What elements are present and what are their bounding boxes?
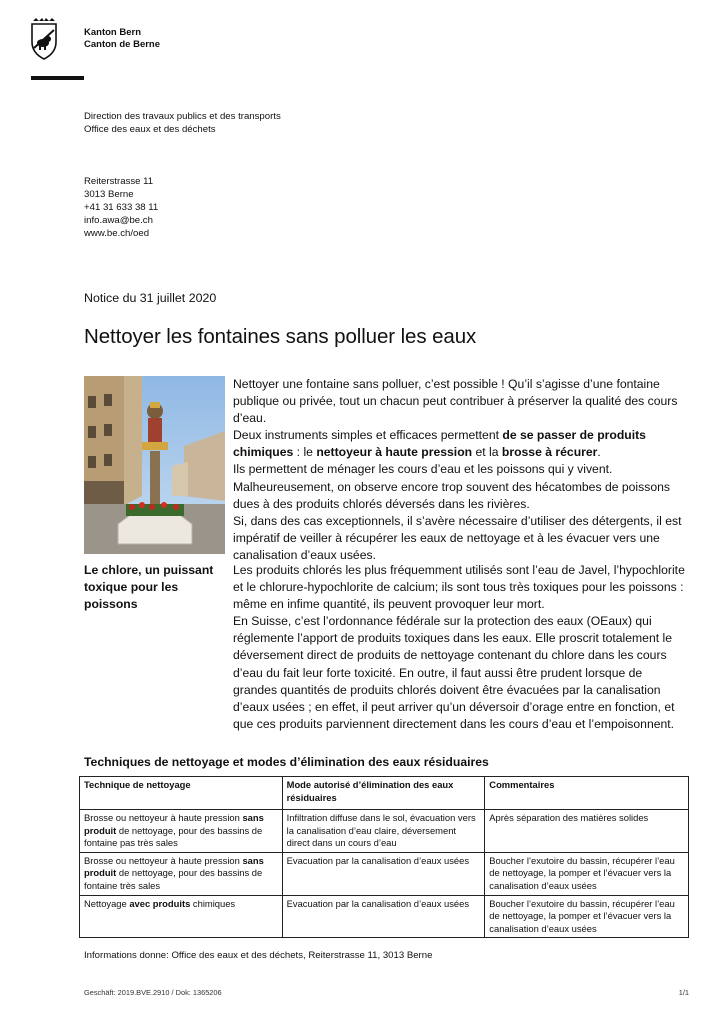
header-rule — [31, 76, 84, 80]
table-row — [80, 852, 689, 895]
header-mode: Mode autorisé d’élimination des eaux résiduaires — [282, 777, 485, 810]
address-city: 3013 Berne — [84, 189, 134, 200]
detergent-paragraph: Si, dans des cas exceptionnels, il s’avère nécessaire d’utiliser des détergents, il est impératif de veiller à récupérer les eaux de nettoyage et à les évacuer vers une canalisation d’eaux usées. — [233, 513, 682, 562]
table-title: Techniques de nettoyage et modes d’élimination des eaux résiduaires — [84, 755, 489, 769]
canton-name-de: Kanton Bern — [84, 27, 141, 38]
intro-text — [233, 376, 689, 564]
technique-cell: Brosse ou nettoyeur à haute pression sans produit de nettoyage, pour des bassins de fontaine très sales — [80, 852, 283, 895]
chlore-text — [233, 562, 689, 733]
fountain-photo — [84, 376, 225, 554]
header-technique: Technique de nettoyage — [80, 777, 283, 810]
address-phone: +41 31 633 38 11 — [84, 202, 159, 213]
technique-cell: Brosse ou nettoyeur à haute pression sans produit de nettoyage, pour des bassins de fontaine pas très sales — [80, 810, 283, 853]
instruments-paragraph: Deux instruments simples et efficaces permettent de se passer de produits chimiques : le nettoyeur à haute pression et la brosse à récurer. — [233, 428, 646, 460]
canton-name — [84, 27, 160, 51]
address-email[interactable]: info.awa@be.ch — [84, 215, 153, 226]
notice-date: Notice du 31 juillet 2020 — [84, 291, 217, 305]
technique-cell: Nettoyage avec produits chimiques — [80, 895, 283, 938]
address-web[interactable]: www.be.ch/oed — [84, 228, 150, 239]
header-comments: Commentaires — [485, 777, 689, 810]
mode-cell: Evacuation par la canalisation d’eaux usées — [282, 895, 485, 938]
comment-cell: Boucher l’exutoire du bassin, récupérer l’eau de nettoyage, la pomper et l’évacuer vers la canalisation d’eaux usées — [485, 852, 689, 895]
comment-cell: Boucher l’exutoire du bassin, récupérer l’eau de nettoyage, la pomper et l’évacuer vers la canalisation d’eaux usées — [485, 895, 689, 938]
chlore-side-title: Le chlore, un puissant toxique pour les poissons — [84, 563, 214, 611]
info-line: Informations donne: Office des eaux et des déchets, Reiterstrasse 11, 3013 Berne — [84, 950, 433, 961]
fish-paragraph: Ils permettent de ménager les cours d’eau et les poissons qui y vivent. Malheureusement, on observe encore trop souvent des hécatombes de poissons dues à des produits chlorés déversés dans les rivières. — [233, 462, 670, 511]
mode-cell: Evacuation par la canalisation d’eaux usées — [282, 852, 485, 895]
oeaux-paragraph: En Suisse, c’est l’ordonnance fédérale sur la protection des eaux (OEaux) qui réglemente l’apport de produits toxiques dans les eaux. Elle proscrit totalement le déversement direct de produits de nettoyage contenant du chlore dans les cours d’eau du fait leur forte toxicité. En outre, il faut aussi être prudent lorsque de grandes quantités de produits chlorés doivent être évacuées par la canalisation d’eaux usées ; en effet, il peut arriver qu’un déversoir d’orage entre en fonction, et que ces produits parviennent directement dans les cours d’eau et l’empoisonnent. — [233, 614, 675, 731]
comment-cell: Après séparation des matières solides — [485, 810, 689, 853]
canton-name-fr: Canton de Berne — [84, 39, 161, 50]
techniques-table — [79, 776, 689, 938]
page-title: Nettoyer les fontaines sans polluer les eaux — [84, 325, 477, 348]
address-block — [84, 175, 158, 240]
direction-block — [84, 110, 281, 136]
table-row — [80, 810, 689, 853]
office-line: Office des eaux et des déchets — [84, 124, 216, 135]
direction-line: Direction des travaux publics et des transports — [84, 111, 281, 122]
bern-coat-of-arms-icon — [31, 18, 57, 60]
table-row — [80, 895, 689, 938]
chlore-paragraph: Les produits chlorés les plus fréquemment utilisés sont l’eau de Javel, l’hypochlorite et le chlorure-hypochlorite de calcium; ils sont tous très toxiques pour les poissons : même en infime quantité, ils peuvent provoquer leur mort. — [233, 563, 685, 612]
document-reference: Geschäft: 2019.BVE.2910 / Dok: 1365206 — [84, 988, 222, 997]
intro-paragraph: Nettoyer une fontaine sans polluer, c’est possible ! Qu’il s’agisse d’une fontaine publique ou privée, tout un chacun peut contribuer à préserver la qualité des cours d’eau. — [233, 377, 678, 426]
table-header-row — [80, 777, 689, 810]
page-number: 1/1 — [678, 988, 689, 997]
mode-cell: Infiltration diffuse dans le sol, évacuation vers la canalisation d’eau claire, déversement direct dans un cours d’eau — [282, 810, 485, 853]
address-street: Reiterstrasse 11 — [84, 176, 154, 187]
